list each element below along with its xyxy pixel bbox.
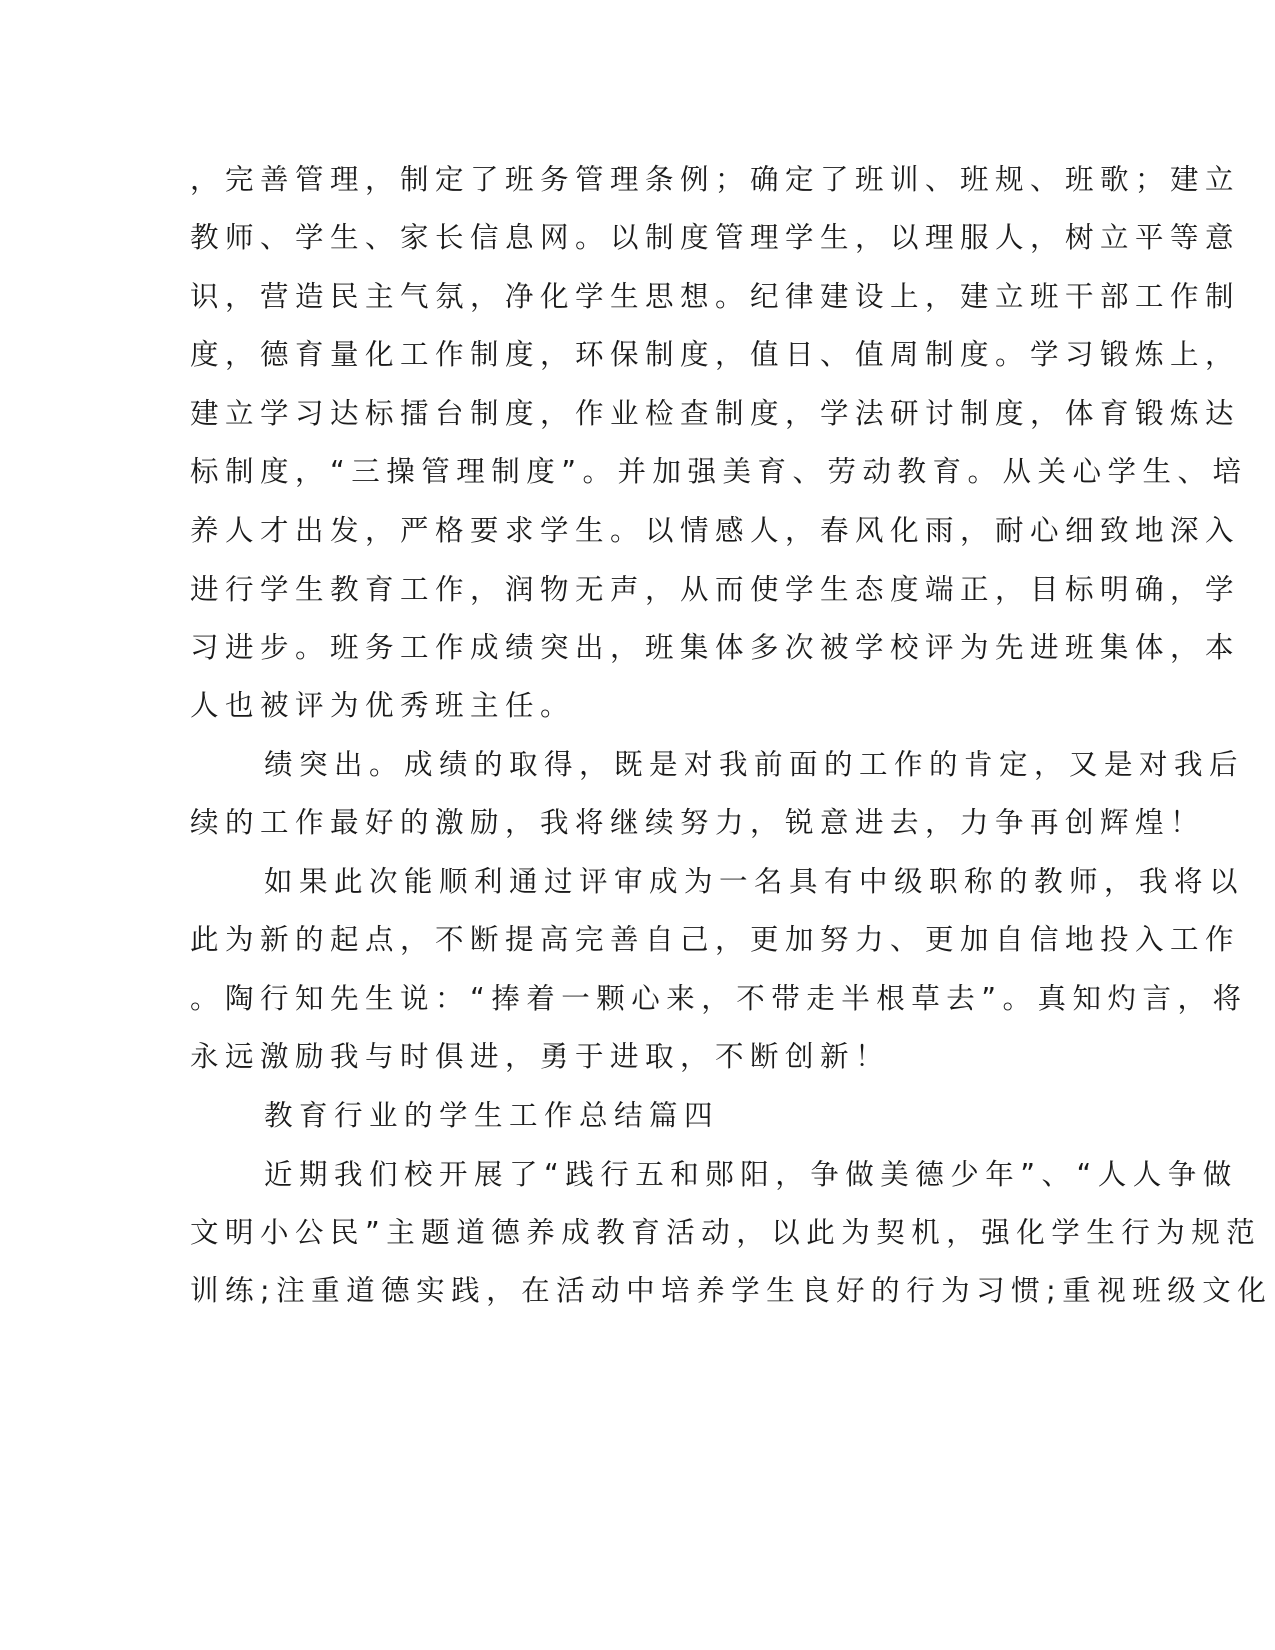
text-line: 养人才出发，严格要求学生。以情感人，春风化雨，耐心细致地深入 <box>190 514 1241 547</box>
text-line: ，完善管理，制定了班务管理条例；确定了班训、班规、班歌；建立 <box>190 163 1241 196</box>
text-line: 人也被评为优秀班主任。 <box>190 689 576 722</box>
paragraph-start-line: 如果此次能顺利通过评审成为一名具有中级职称的教师，我将以 <box>264 865 1245 898</box>
section-heading: 教育行业的学生工作总结篇四 <box>264 1099 720 1132</box>
text-line: 教师、学生、家长信息网。以制度管理学生，以理服人，树立平等意 <box>190 221 1241 254</box>
text-line: 度，德育量化工作制度，环保制度，值日、值周制度。学习锻炼上， <box>190 338 1241 371</box>
text-line: 习进步。班务工作成绩突出，班集体多次被学校评为先进班集体，本 <box>190 631 1241 664</box>
text-line: 进行学生教育工作，润物无声，从而使学生态度端正，目标明确，学 <box>190 573 1241 606</box>
text-line: 文明小公民”主题道德养成教育活动，以此为契机，强化学生行为规范 <box>190 1216 1262 1249</box>
text-line: 训练;注重道德实践，在活动中培养学生良好的行为习惯;重视班级文化 <box>190 1274 1273 1307</box>
paragraph-start-line: 绩突出。成绩的取得，既是对我前面的工作的肯定，又是对我后 <box>264 748 1245 781</box>
paragraph-start-line: 近期我们校开展了“践行五和郧阳，争做美德少年”、“人人争做 <box>264 1158 1238 1191</box>
text-line: 永远激励我与时俱进，勇于进取，不断创新！ <box>190 1040 891 1073</box>
text-line: 续的工作最好的激励，我将继续努力，锐意进去，力争再创辉煌！ <box>190 806 1206 839</box>
text-line: 识，营造民主气氛，净化学生思想。纪律建设上，建立班干部工作制 <box>190 280 1241 313</box>
text-line: 。陶行知先生说：“捧着一颗心来，不带走半根草去”。真知灼言，将 <box>190 982 1248 1015</box>
text-line: 此为新的起点，不断提高完善自己，更加努力、更加自信地投入工作 <box>190 923 1241 956</box>
text-line: 标制度，“三操管理制度”。并加强美育、劳动教育。从关心学生、培 <box>190 455 1248 488</box>
text-line: 建立学习达标擂台制度，作业检查制度，学法研讨制度，体育锻炼达 <box>190 397 1241 430</box>
